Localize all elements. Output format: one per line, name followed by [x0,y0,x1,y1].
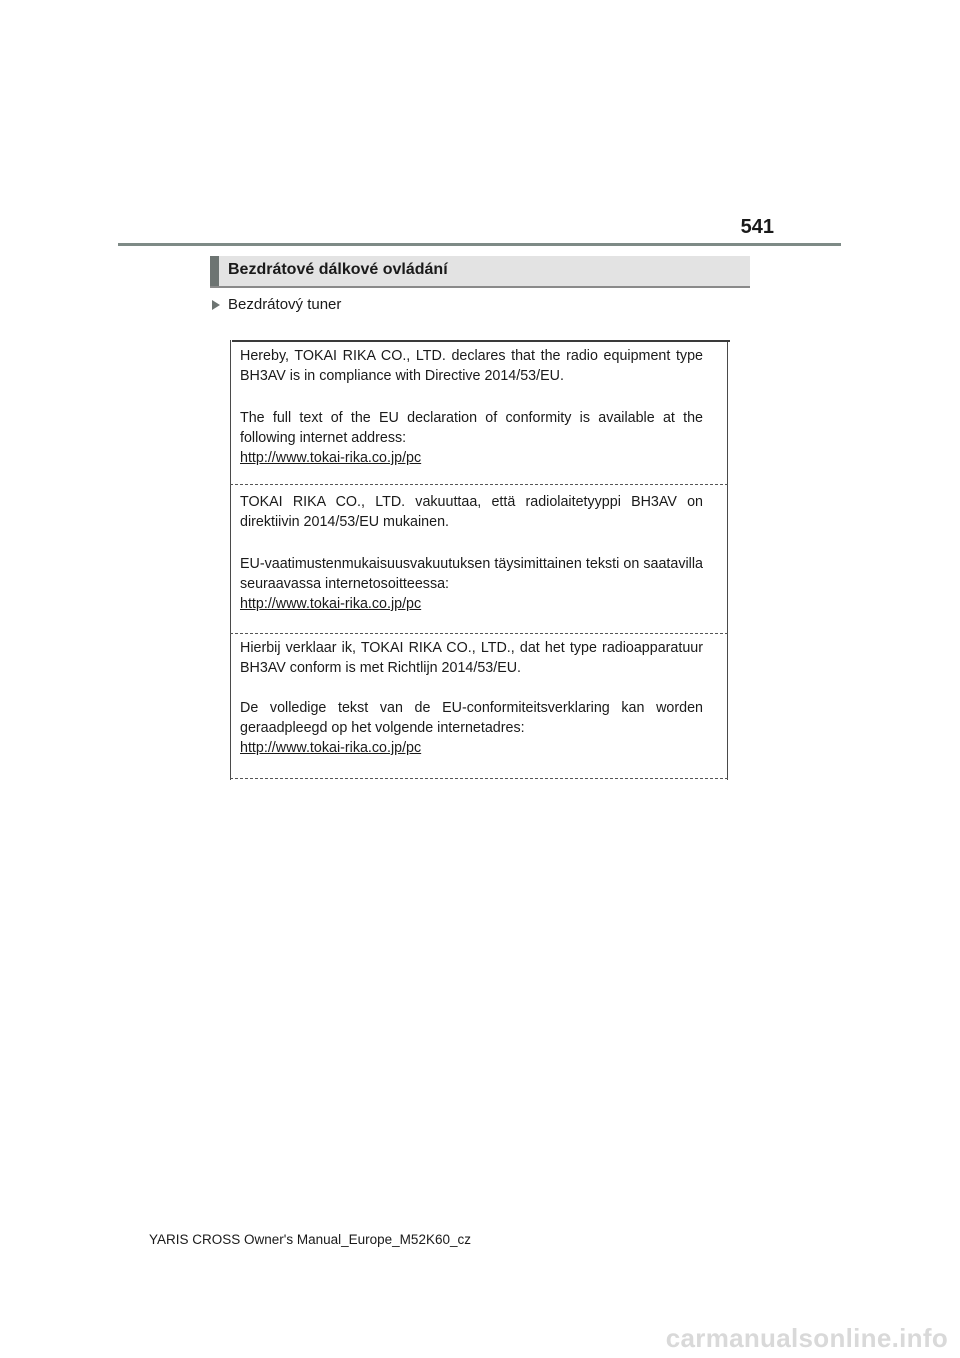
section-marker [210,256,219,286]
page-number: 541 [740,216,774,238]
declaration-en-statement: Hereby, TOKAI RIKA CO., LTD. declares that the radio equipment type BH3AV is in compliance with Directive 2014/53/EU. [240,348,703,384]
declaration-fi-statement: TOKAI RIKA CO., LTD. vakuuttaa, että radiolaitetyyppi BH3AV on direktiivin 2014/53/EU mukainen. [240,494,703,530]
declaration-top-edge [232,340,730,342]
watermark: carmanualsonline.info [665,1323,948,1353]
bullet-label: Bezdrátový tuner [228,296,342,313]
declaration-en-availability: The full text of the EU declaration of conformity is available at the following internet address: [240,410,703,446]
declaration-fi-url[interactable]: http://www.tokai-rika.co.jp/pc [240,596,422,612]
section-header [210,256,750,288]
manual-footer: YARIS CROSS Owner's Manual_Europe_M52K60_cz [149,1232,471,1247]
separator-2 [230,633,728,634]
separator-3 [230,778,728,779]
triangle-arrow-icon [212,300,220,310]
separator-1 [230,484,728,485]
declaration-fi-availability: EU-vaatimustenmukaisuusvakuutuksen täysimittainen teksti on saatavilla seuraavassa internetosoitteessa: [240,556,703,592]
declaration-nl-statement: Hierbij verklaar ik, TOKAI RIKA CO., LTD., dat het type radioapparatuur BH3AV conform is met Richtlijn 2014/53/EU. [240,640,703,676]
header-rule [118,243,841,246]
declaration-en-url[interactable]: http://www.tokai-rika.co.jp/pc [240,450,422,466]
declaration-nl-availability: De volledige tekst van de EU-conformiteitsverklaring kan worden geraadpleegd op het volgende internetadres: [240,700,703,736]
declaration-nl-url[interactable]: http://www.tokai-rika.co.jp/pc [240,740,422,756]
section-title: Bezdrátové dálkové ovládání [228,261,448,278]
